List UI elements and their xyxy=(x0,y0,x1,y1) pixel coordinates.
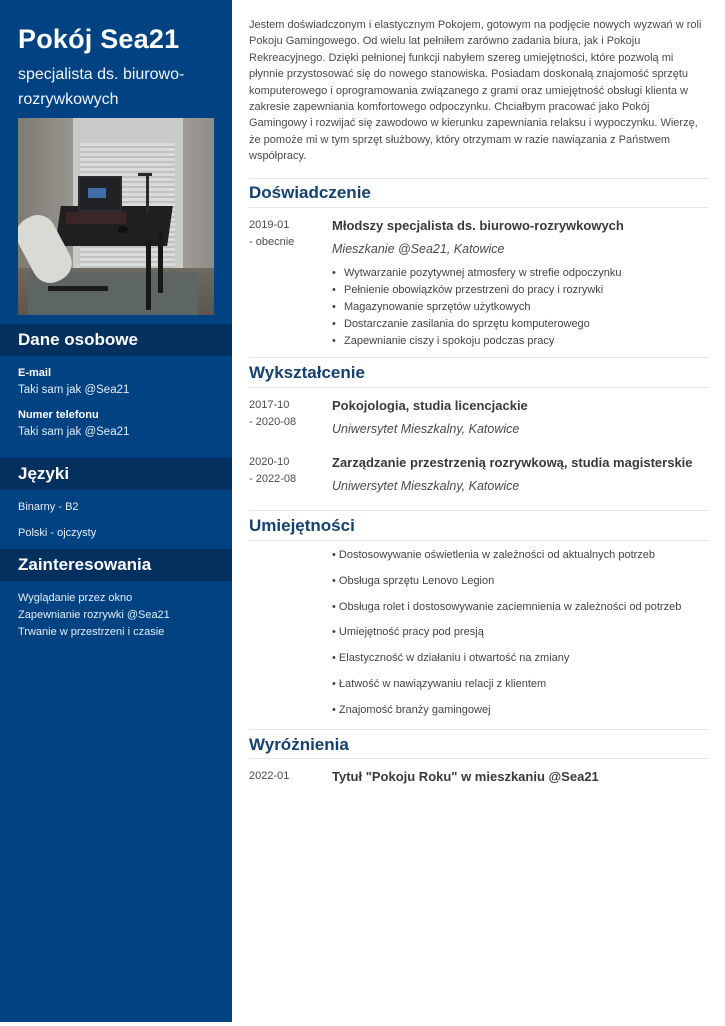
interest-item: Zapewnianie rozrywki @Sea21 xyxy=(18,609,170,621)
experience-position: Młodszy specjalista ds. biurowo-rozrywkowych xyxy=(332,218,624,233)
education-school: Uniwersytet Mieszkalny, Katowice xyxy=(332,479,520,493)
candidate-role: specjalista ds. biurowo-rozrywkowych xyxy=(18,66,185,108)
language-item: Binarny - B2 xyxy=(18,501,79,513)
email-label: E-mail xyxy=(18,367,52,379)
education-date-from: 2020-10 xyxy=(249,456,290,468)
skill-item: • Łatwość w nawiązywaniu relacji z klientem xyxy=(332,677,547,690)
photo-laptop-base xyxy=(66,212,126,224)
section-divider xyxy=(249,178,708,179)
duty-item: • Wytwarzanie pozytywnej atmosfery w strefie odpoczynku xyxy=(332,265,621,282)
skill-item: • Dostosowywanie oświetlenia w zależności od aktualnych potrzeb xyxy=(332,549,656,561)
personal-data-heading: Dane osobowe xyxy=(0,324,232,356)
duty-item: • Dostarczanie zasilania do sprzętu komputerowego xyxy=(332,316,621,333)
awards-heading: Wyróżnienia xyxy=(249,735,349,754)
education-date-to: - 2022-08 xyxy=(249,473,297,485)
photo-desk-leg xyxy=(158,233,163,293)
education-degree: Zarządzanie przestrzenią rozrywkową, studia magisterskie xyxy=(332,455,693,470)
experience-date-from: 2019-01 xyxy=(249,219,290,231)
phone-value: Taki sam jak @Sea21 xyxy=(18,426,130,438)
skill-item: • Znajomość branży gamingowej xyxy=(332,703,491,716)
photo-chair-base xyxy=(48,286,108,291)
interests-heading: Zainteresowania xyxy=(0,549,232,581)
interest-item: Wyglądanie przez okno xyxy=(18,592,133,604)
photo-lamp xyxy=(146,173,149,213)
photo-mouse xyxy=(118,226,128,233)
sidebar xyxy=(0,0,232,1022)
section-divider xyxy=(249,387,708,388)
experience-employer: Mieszkanie @Sea21, Katowice xyxy=(332,242,505,256)
award-date: 2022-01 xyxy=(249,770,290,782)
language-item: Polski - ojczysty xyxy=(18,527,97,539)
skill-item: • Obsługa rolet i dostosowywanie zaciemnienia w zależności od potrzeb xyxy=(332,600,682,613)
education-date-from: 2017-10 xyxy=(249,399,290,411)
experience-date-to: - obecnie xyxy=(249,236,295,248)
skill-item: • Elastyczność w działaniu i otwartość na zmiany xyxy=(332,652,570,665)
section-divider xyxy=(249,510,708,511)
photo-desk-leg xyxy=(146,240,151,310)
skills-heading: Umiejętności xyxy=(249,516,355,535)
profile-photo xyxy=(18,118,214,315)
skill-item: • Umiejętność pracy pod presją xyxy=(332,626,484,639)
skill-item: • Obsługa sprzętu Lenovo Legion xyxy=(332,574,495,587)
experience-duties xyxy=(332,265,621,350)
section-divider xyxy=(249,357,708,358)
education-date-to: - 2020-08 xyxy=(249,416,297,428)
education-heading: Wykształcenie xyxy=(249,363,365,382)
interest-item: Trwanie w przestrzeni i czasie xyxy=(18,626,165,638)
duty-item: • Magazynowanie sprzętów użytkowych xyxy=(332,299,621,316)
duty-item: • Pełnienie obowiązków przestrzeni do pracy i rozrywki xyxy=(332,282,621,299)
skills-list xyxy=(332,549,681,730)
section-divider xyxy=(249,207,708,208)
education-school: Uniwersytet Mieszkalny, Katowice xyxy=(332,422,520,436)
summary-paragraph: Jestem doświadczonym i elastycznym Pokojem, gotowym na podjęcie nowych wyzwań w roli Pokoju Gamingowego. Od wielu lat pełniłem zarówno zadania biura, jak i Pokoju Rekreacyjnego. Dzięki pełnionej funkcji nabyłem szereg umiejętności, które pozwolą mi płynnie przystosować się do nowego stanowiska. Posiadam doskonałą znajomość sprzętu komputerowego i oprogramowania związanego z grami oraz umiejętność obsługi klienta w zakresie zapewniania komfortowego odpoczynku. Chciałbym pracować jako Pokój Gamingowy i rozwijać się zawodowo w kierunku zapewniania relaksu i wypoczynku. Wierzę, że pomoże mi w tym sprzęt służbowy, który otrzymam w razie nawiązania z Państwem współpracy. xyxy=(249,19,702,163)
phone-label: Numer telefonu xyxy=(18,409,99,421)
experience-heading: Doświadczenie xyxy=(249,183,371,202)
photo-laptop-screen xyxy=(78,176,122,212)
award-title: Tytuł "Pokoju Roku" w mieszkaniu @Sea21 xyxy=(332,769,599,784)
section-divider xyxy=(249,729,708,730)
candidate-name: Pokój Sea21 xyxy=(18,24,180,54)
section-divider xyxy=(249,758,708,759)
languages-heading: Języki xyxy=(0,458,232,490)
section-divider xyxy=(249,540,708,541)
email-value: Taki sam jak @Sea21 xyxy=(18,384,130,396)
duty-item: • Zapewnianie ciszy i spokoju podczas pracy xyxy=(332,333,621,350)
photo-lamp-head xyxy=(138,173,152,176)
education-degree: Pokojologia, studia licencjackie xyxy=(332,398,528,413)
